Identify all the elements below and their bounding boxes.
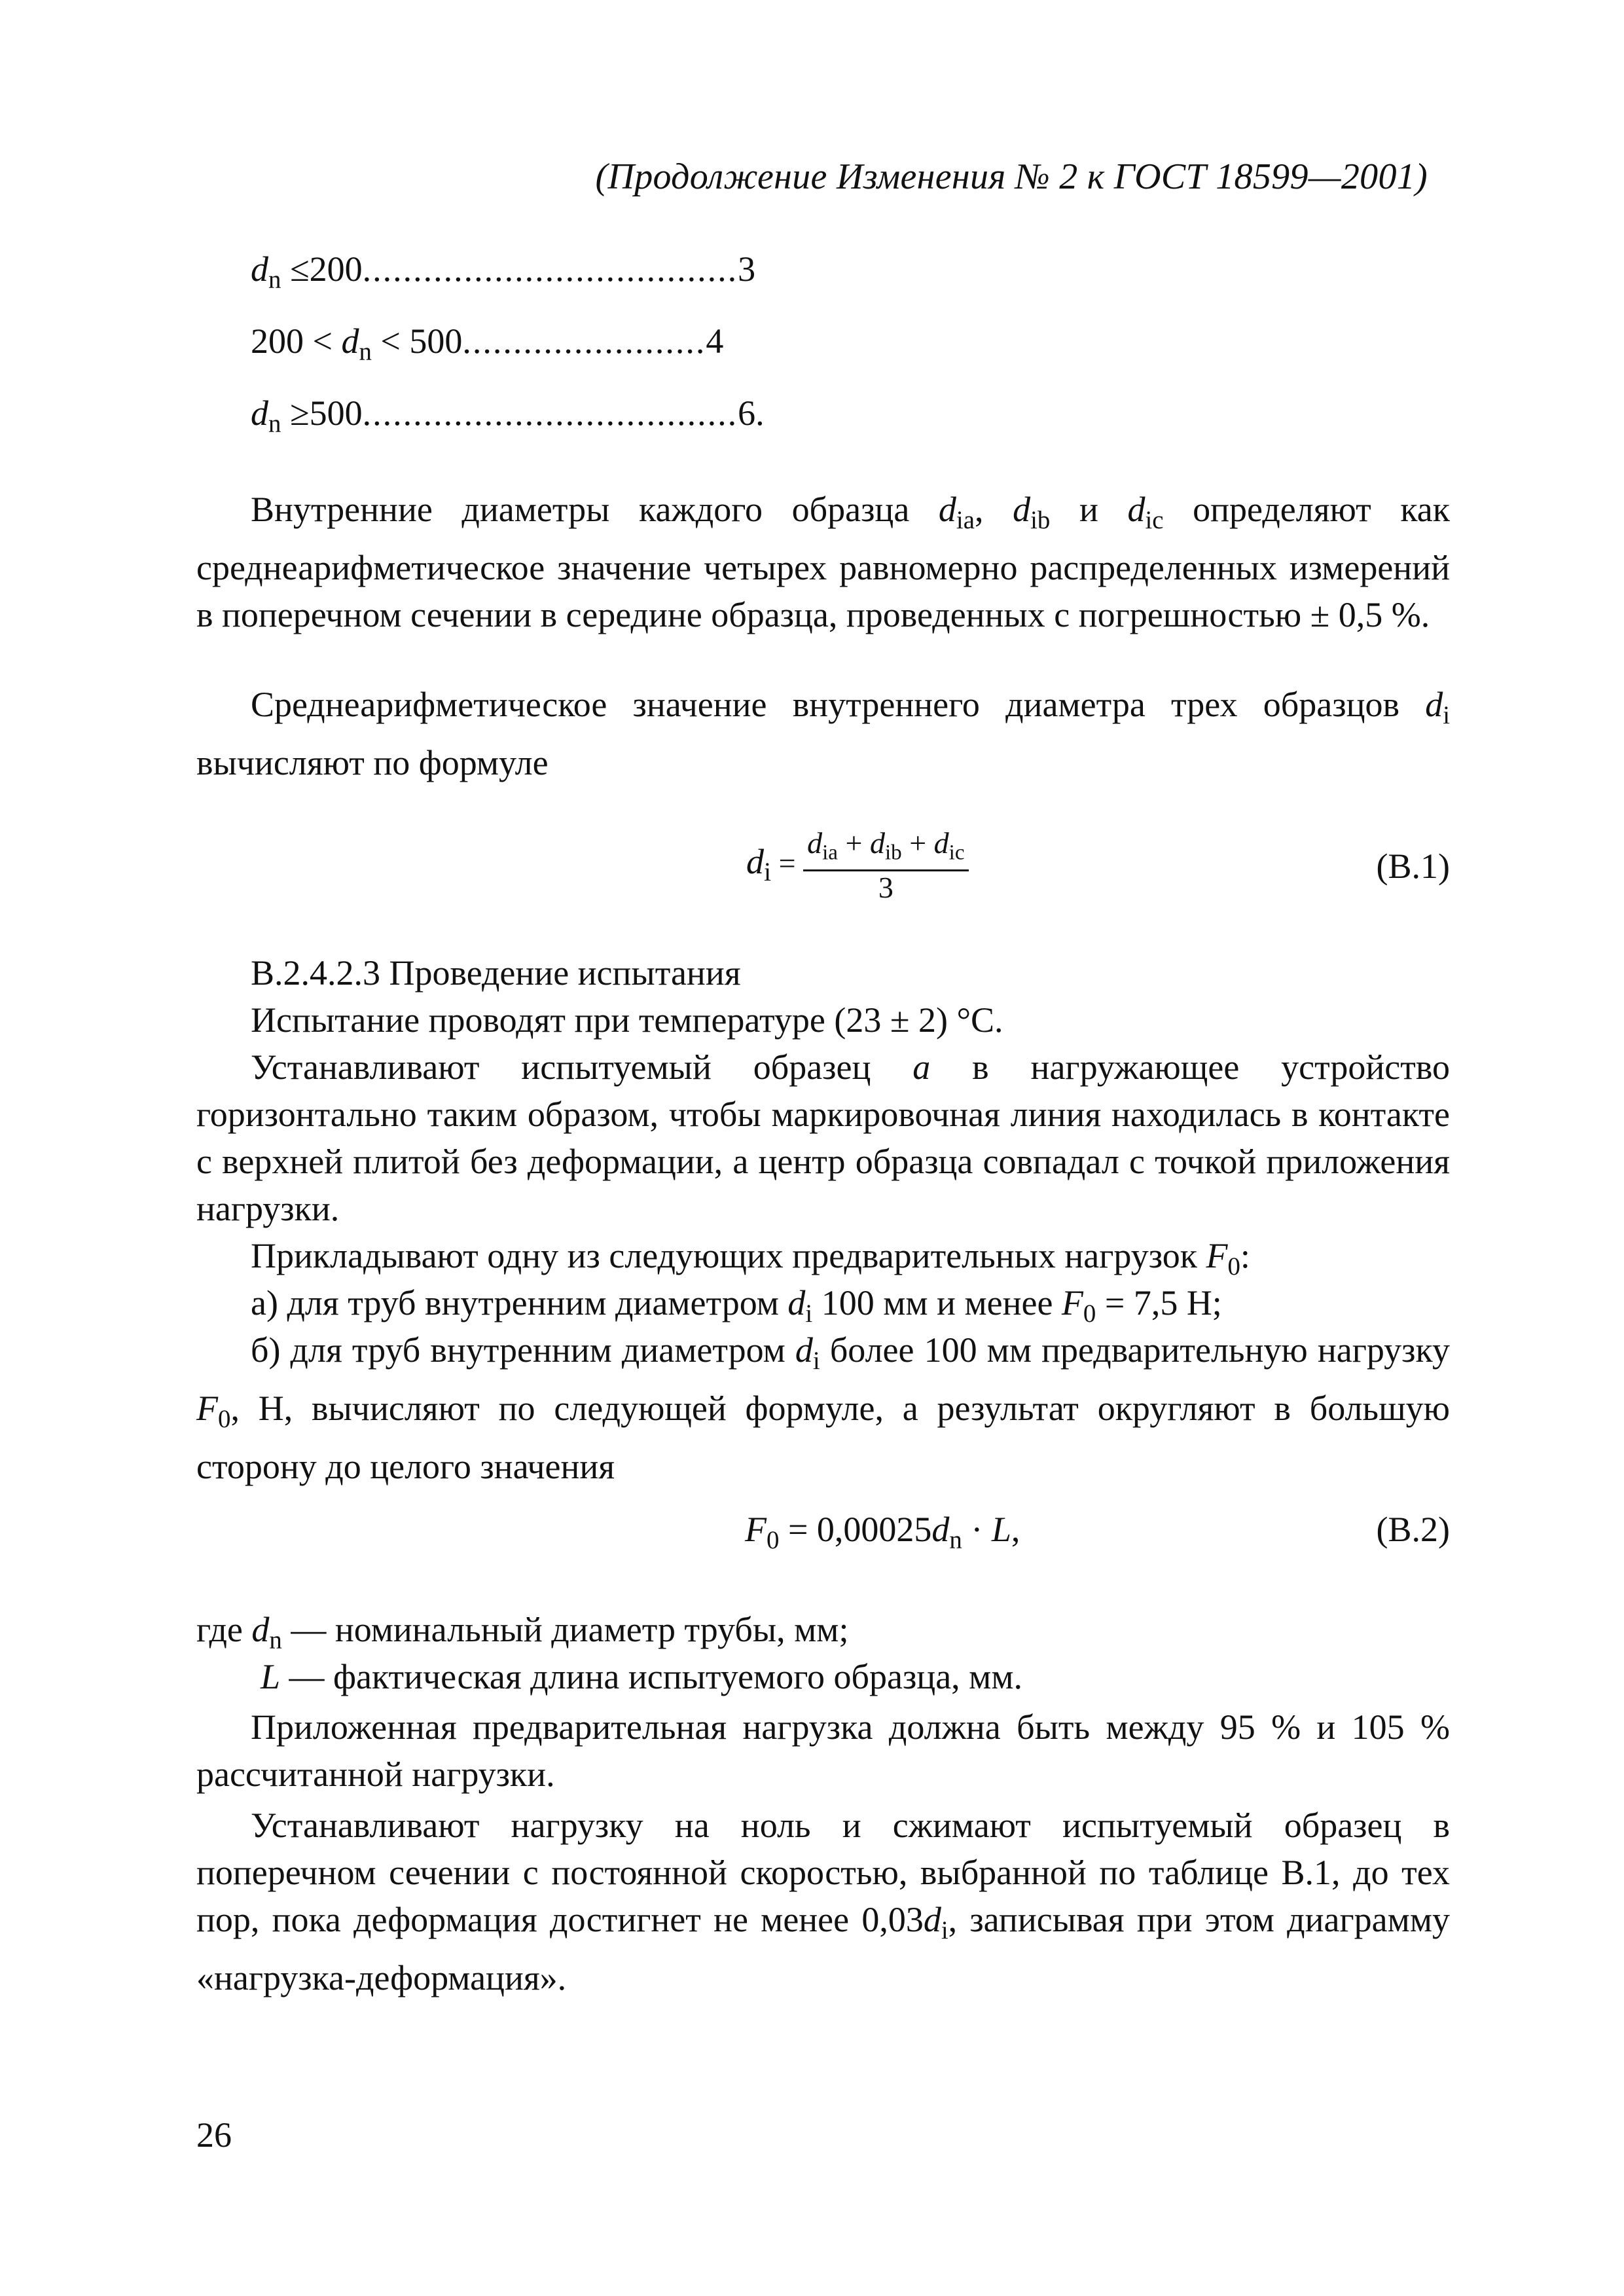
- section-title: В.2.4.2.3 Проведение испытания: [251, 953, 741, 993]
- list-item-a: а) для труб внутренним диаметром $d_i$ 100 мм и менее $F_0 = 7,5$ Н;: [251, 1283, 1222, 1328]
- formula-b1-fraction: [803, 826, 968, 904]
- page-number: 26: [196, 2115, 232, 2155]
- formula-b2: $F_0 = 0,00025d_n \cdot L$,: [745, 1510, 1020, 1554]
- paragraph-load-range: Приложенная предварительная нагрузка должна быть между 95 % и 105 % рассчитанной нагрузки.: [196, 1707, 1450, 1794]
- equation-number-b1: (В.1): [1376, 847, 1450, 886]
- paragraph-inner-diameters: Внутренние диаметры каждого образца $d_{ia}$, $d_{ib}$ и $d_{ic}$ определяют как среднеарифметическое значение четырех равномерно распределенных измерений в поперечном сечении в середине образца, проведенных с погрешностью ± 0,5 %.: [196, 490, 1451, 634]
- paragraph-compression: Устанавливают нагрузку на ноль и сжимают испытуемый образец в поперечном сечении с постоянной скоростью, выбранной по таблице В.1, до тех пор, пока деформация достигнет не менее $0,03d_i$, записывая при этом диаграмму «нагрузка-деформация».: [196, 1806, 1450, 1997]
- formula-b1-denominator: 3: [878, 871, 893, 905]
- list-item: $d_n \ge 500.....................................6$.: [251, 393, 765, 438]
- list-item: $d_n \le 200.....................................3$: [251, 249, 756, 294]
- equation-number-b2: (В.2): [1376, 1510, 1450, 1549]
- formula-b1: $d_i$ = $\frac{d_{ia} + d_{ib} + d_{ic}}{3}$: [746, 826, 969, 904]
- list-item: $200 < d_n < 500........................4$: [251, 321, 724, 366]
- paragraph-specimen-placement: Устанавливают испытуемый образец a в нагружающее устройство горизонтально таким образом, чтобы маркировочная линия находилась в контакте с верхней плитой без деформации, а центр образца совпадал с точкой приложения нагрузки.: [196, 1048, 1450, 1228]
- line-preliminary-loads: Прикладывают одну из следующих предварительных нагрузок $F_0$:: [251, 1236, 1250, 1281]
- where-row-dn: где $d_n$ — номинальный диаметр трубы, мм;: [196, 1610, 849, 1654]
- line-temperature: Испытание проводят при температуре (23 ± 2) °С.: [251, 1000, 1003, 1040]
- formula-b1-numerator: $d_{ia} + d_{ib} + d_{ic}$: [803, 826, 968, 871]
- where-row-L: L — фактическая длина испытуемого образца, мм.: [261, 1657, 1023, 1696]
- running-header: (Продолжение Изменения № 2 к ГОСТ 18599—2001): [595, 156, 1428, 197]
- paragraph-mean-diameter: Среднеарифметическое значение внутреннего диаметра трех образцов $d_i$ вычисляют по формуле: [196, 685, 1450, 782]
- list-item-b: б) для труб внутренним диаметром $d_i$ более 100 мм предварительную нагрузку $F_0$, Н, вычисляют по следующей формуле, а результат округляют в большую сторону до целого значения: [196, 1330, 1450, 1486]
